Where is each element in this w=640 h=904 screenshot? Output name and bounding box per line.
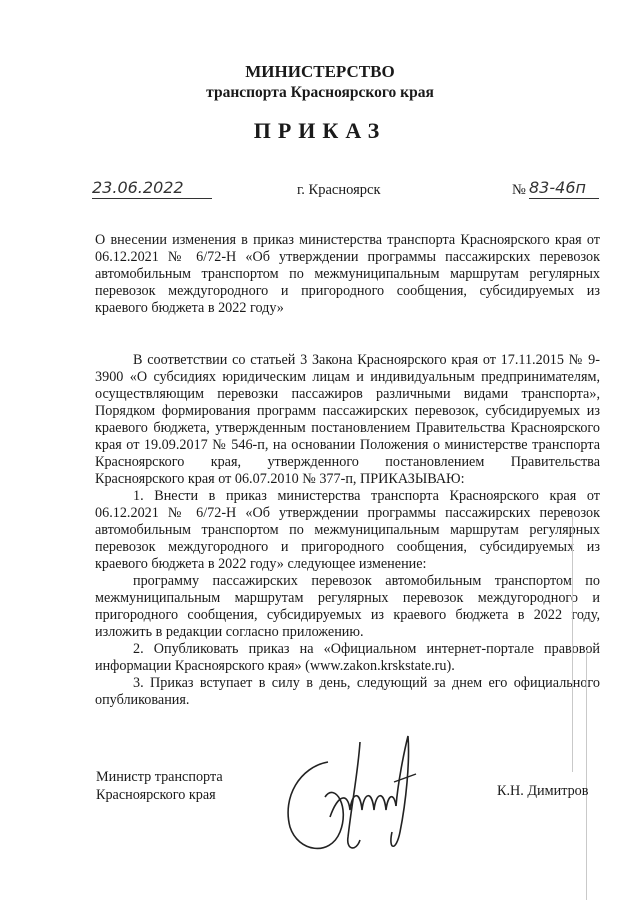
order-body (95, 352, 600, 709)
order-date (92, 178, 212, 199)
item-1-sub-paragraph: программу пассажирских перевозок автомобильным транспортом по межмуниципальным маршрутам регулярных перевозок междугородного и пригородного сообщения, субсидируемых из краевого бюджета в 2022 году, изложить в редакции согласно приложению. (95, 573, 600, 640)
order-number (529, 178, 599, 199)
order-number-prefix: № (512, 182, 526, 198)
document-type-title: ПРИКАЗ (253, 118, 387, 143)
order-date-value: 23.06.2022 (92, 178, 184, 197)
order-subject: О внесении изменения в приказ министерства транспорта Красноярского края от 06.12.2021 № 6/72-Н «Об утверждении программы пассажирских перевозок автомобильным транспортом по межмуниципальным маршрутам регулярных перевозок междугородного и пригородного сообщения, субсидируемых из краевого бюджета в 2022 году» (95, 232, 600, 316)
item-2-paragraph: 2. Опубликовать приказ на «Официальном интернет-портале правовой информации Красноярского края» (www.zakon.krskstate.ru). (95, 641, 600, 674)
preamble-paragraph: В соответствии со статьей 3 Закона Красноярского края от 17.11.2015 № 9-3900 «О субсидиях юридическим лицам и индивидуальным предпринимателям, осуществляющим перевозки пассажиров различными видами транспорта», Порядком формирования программ пассажирских перевозок, субсидируемых из краевого бюджета, утвержденным постановлением Правительства Красноярского края от 19.09.2017 № 546-п, на основании Положения о министерстве транспорта Красноярского края, утвержденного постановлением Правительства Красноярского края от 06.07.2010 № 377-п, ПРИКАЗЫВАЮ: (95, 352, 600, 487)
signatory-position-line1: Министр транспорта (96, 769, 223, 785)
scan-margin-line (572, 512, 573, 772)
signatory-position-line2: Красноярского края (96, 787, 216, 803)
scan-margin-line (586, 650, 587, 900)
ministry-subtitle: транспорта Красноярского края (206, 84, 434, 101)
handwritten-signature (270, 722, 430, 872)
signatory-position (96, 768, 223, 804)
order-city: г. Красноярск (297, 182, 381, 198)
item-3-paragraph: 3. Приказ вступает в силу в день, следующий за днем его официального опубликования. (95, 675, 600, 708)
order-number-value: 83-46п (529, 178, 586, 197)
ministry-title: МИНИСТЕРСТВО (245, 62, 395, 81)
item-1-paragraph: 1. Внести в приказ министерства транспорта Красноярского края от 06.12.2021 № 6/72-Н «Об утверждении программы пассажирских перевозок автомобильным транспортом по межмуниципальным маршрутам регулярных перевозок междугородного и пригородного сообщения, субсидируемых из краевого бюджета в 2022 году» следующее изменение: (95, 488, 600, 572)
signatory-name: К.Н. Димитров (497, 783, 589, 799)
